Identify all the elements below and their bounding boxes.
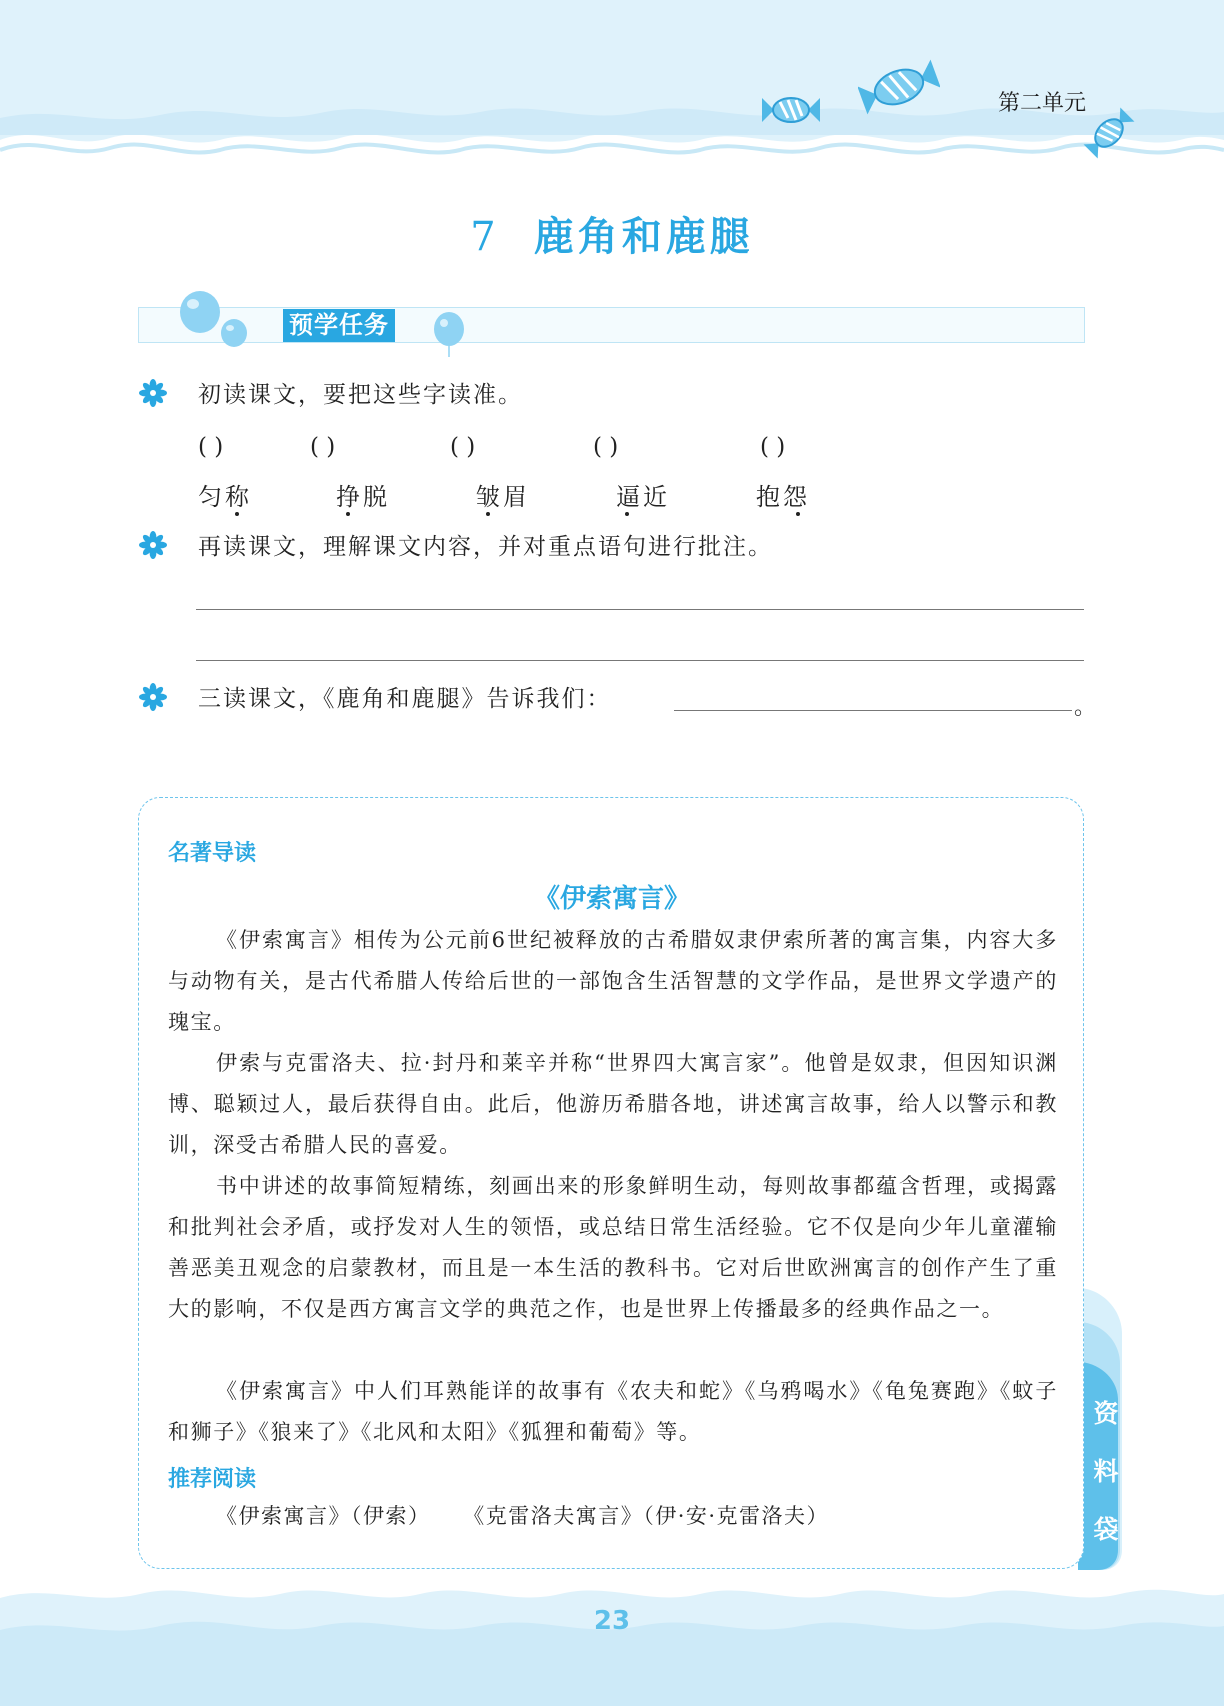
lesson-title-text: 鹿角和鹿腿 bbox=[533, 213, 754, 260]
answer-line[interactable] bbox=[196, 609, 1084, 610]
info-paragraph: 伊索与克雷洛夫、拉·封丹和莱辛并称“世界四大寓言家”。他曾是奴隶，但因知识渊博、聪颖过人，最后获得自由。此后，他游历希腊各地，讲述寓言故事，给人以警示和教训，深受古希腊人民的喜爱。 bbox=[168, 1051, 1058, 1157]
emphasis-dot bbox=[486, 512, 490, 516]
question-2-text: 再读课文，理解课文内容，并对重点语句进行批注。 bbox=[198, 534, 773, 560]
info-paragraph: 《伊索寓言》中人们耳熟能详的故事有《农夫和蛇》《乌鸦喝水》《龟兔赛跑》《蚊子和狮子》《狼来了》《北风和太阳》《狐狸和葡萄》等。 bbox=[168, 1379, 1058, 1444]
answer-line[interactable] bbox=[196, 660, 1084, 661]
balloon-icon bbox=[432, 310, 468, 358]
balloon-icon bbox=[178, 290, 258, 354]
pinyin-blank[interactable]: ( ) bbox=[198, 434, 224, 460]
question-1 bbox=[138, 376, 523, 409]
question-2 bbox=[138, 528, 773, 561]
pinyin-blank[interactable]: ( ) bbox=[450, 434, 476, 460]
pinyin-word: 抱怨 bbox=[756, 483, 810, 511]
candy-icon bbox=[760, 90, 822, 130]
pinyin-blank[interactable]: ( ) bbox=[310, 434, 336, 460]
pinyin-blank[interactable]: ( ) bbox=[593, 434, 619, 460]
task-section-label: 预学任务 bbox=[283, 309, 395, 342]
header-cloud-band bbox=[0, 0, 1224, 170]
emphasis-dot bbox=[625, 512, 629, 516]
pinyin-blank[interactable]: ( ) bbox=[760, 434, 786, 460]
recommend-heading: 推荐阅读 bbox=[168, 1467, 257, 1492]
emphasis-dot bbox=[346, 512, 350, 516]
lesson-title bbox=[0, 205, 1224, 262]
asterisk-flower-icon bbox=[138, 682, 168, 712]
pinyin-word: 匀称 bbox=[198, 483, 252, 511]
unit-label: 第二单元 bbox=[997, 91, 1086, 116]
pinyin-word: 逼近 bbox=[616, 483, 670, 511]
emphasis-dot bbox=[235, 512, 239, 516]
pinyin-word: 挣脱 bbox=[336, 483, 390, 511]
question-1-text: 初读课文，要把这些字读准。 bbox=[198, 382, 523, 408]
question-3-text: 三读课文，《鹿角和鹿腿》告诉我们： bbox=[198, 686, 612, 712]
info-paragraph: 书中讲述的故事简短精练，刻画出来的形象鲜明生动，每则故事都蕴含哲理，或揭露和批判社会矛盾，或抒发对人生的领悟，或总结日常生活经验。它不仅是向少年儿童灌输善恶美丑观念的启蒙教材，而且是一本生活的教科书。它对后世欧洲寓言的创作产生了重大的影响，不仅是西方寓言文学的典范之作，也是世界上传播最多的经典作品之一。 bbox=[168, 1174, 1058, 1321]
page-number: 23 bbox=[593, 1606, 631, 1636]
pinyin-word: 皱眉 bbox=[476, 483, 530, 511]
candy-icon bbox=[1082, 106, 1136, 160]
question-3-end: 。 bbox=[1074, 695, 1097, 720]
candy-icon bbox=[858, 58, 940, 116]
question-3 bbox=[138, 680, 612, 713]
book-title: 《伊索寓言》 bbox=[533, 884, 690, 914]
task-header-bar bbox=[138, 307, 1085, 343]
info-paragraph: 《伊索寓言》相传为公元前6世纪被释放的古希腊奴隶伊索所著的寓言集，内容大多与动物有关，是古代希腊人传给后世的一部饱含生活智慧的文学作品，是世界文学遗产的瑰宝。 bbox=[168, 928, 1058, 1034]
lesson-number: 7 bbox=[470, 214, 500, 260]
asterisk-flower-icon bbox=[138, 378, 168, 408]
side-tab-label: 资料袋 bbox=[1093, 1399, 1119, 1544]
emphasis-dot bbox=[796, 512, 800, 516]
answer-line[interactable] bbox=[674, 710, 1072, 711]
recommend-text: 《伊索寓言》（伊索） 《克雷洛夫寓言》（伊·安·克雷洛夫） bbox=[216, 1504, 830, 1528]
asterisk-flower-icon bbox=[138, 530, 168, 560]
info-heading: 名著导读 bbox=[168, 841, 257, 866]
footer-cloud-band bbox=[0, 1580, 1224, 1706]
